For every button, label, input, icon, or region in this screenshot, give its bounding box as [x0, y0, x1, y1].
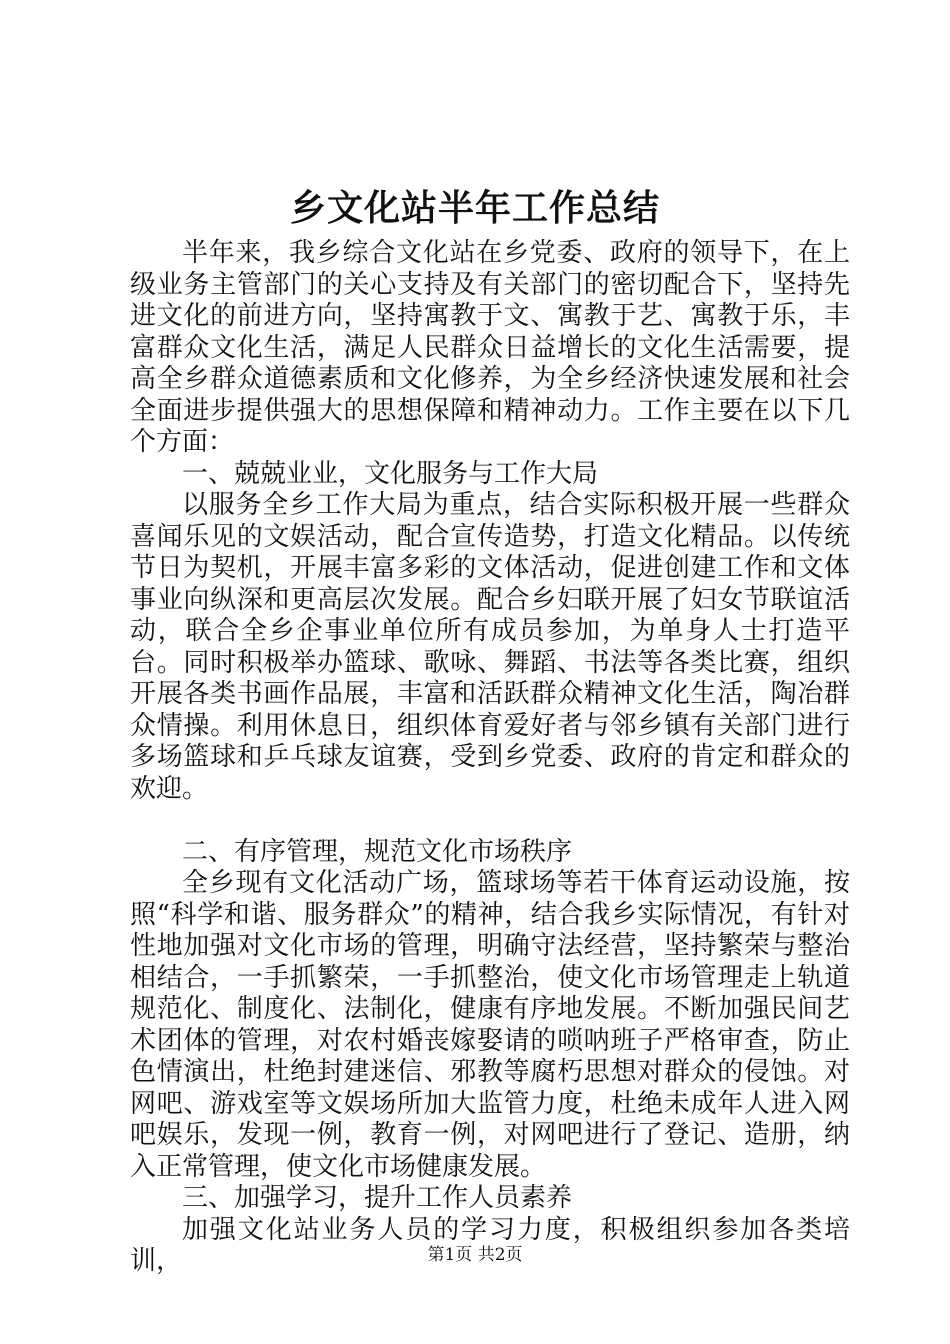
section-2-paragraph: 全乡现有文化活动广场，篮球场等若干体育运动设施，按照“科学和谐、服务群众”的精神，结合我乡实际情况，有针对性地加强对文化市场的管理，明确守法经营，坚持繁荣与整治相结合，一手抓繁荣，一手抓整治，使文化市场管理走上轨道规范化、制度化、法制化，健康有序地发展。不断加强民间艺术团体的管理，对农村婚丧嫁娶请的唢呐班子严格审查，防止色情演出，杜绝封建迷信、邪教等腐朽思想对群众的侵蚀。对网吧、游戏室等文娱场所加大监管力度，杜绝未成年人进入网吧娱乐，发现一例，教育一例，对网吧进行了登记、造册，纳入正常管理，使文化市场健康发展。 [130, 868, 850, 1182]
page-number-footer: 第1页 共2页 [427, 1245, 523, 1265]
document-body [130, 238, 850, 1278]
section-1-paragraph: 以服务全乡工作大局为重点，结合实际积极开展一些群众喜闻乐见的文娱活动，配合宣传造势，打造文化精品。以传统节日为契机，开展丰富多彩的文体活动，促进创建工作和文体事业向纵深和更高层次发展。配合乡妇联开展了妇女节联谊活动，联合全乡企事业单位所有成员参加，为单身人士打造平台。同时积极举办篮球、歌咏、舞蹈、书法等各类比赛，组织开展各类书画作品展，丰富和活跃群众精神文化生活，陶冶群众情操。利用休息日，组织体育爱好者与邻乡镇有关部门进行多场篮球和乒乓球友谊赛，受到乡党委、政府的肯定和群众的欢迎。 [130, 490, 850, 804]
document-title: 乡文化站半年工作总结 [289, 187, 660, 229]
section-heading-1: 一、兢兢业业，文化服务与工作大局 [182, 458, 599, 489]
intro-paragraph: 半年来，我乡综合文化站在乡党委、政府的领导下，在上级业务主管部门的关心支持及有关部门的密切配合下，坚持先进文化的前进方向，坚持寓教于文、寓教于艺、寓教于乐，丰富群众文化生活，满足人民群众日益增长的文化生活需要，提高全乡群众道德素质和文化修养，为全乡经济快速发展和社会全面进步提供强大的思想保障和精神动力。工作主要在以下几个方面： [130, 238, 850, 457]
section-heading-3: 三、加强学习，提升工作人员素养 [182, 1183, 573, 1213]
section-3-paragraph: 加强文化站业务人员的学习力度，积极组织参加各类培训， [130, 1214, 850, 1276]
section-heading-2: 二、有序管理，规范文化市场秩序 [182, 836, 573, 867]
